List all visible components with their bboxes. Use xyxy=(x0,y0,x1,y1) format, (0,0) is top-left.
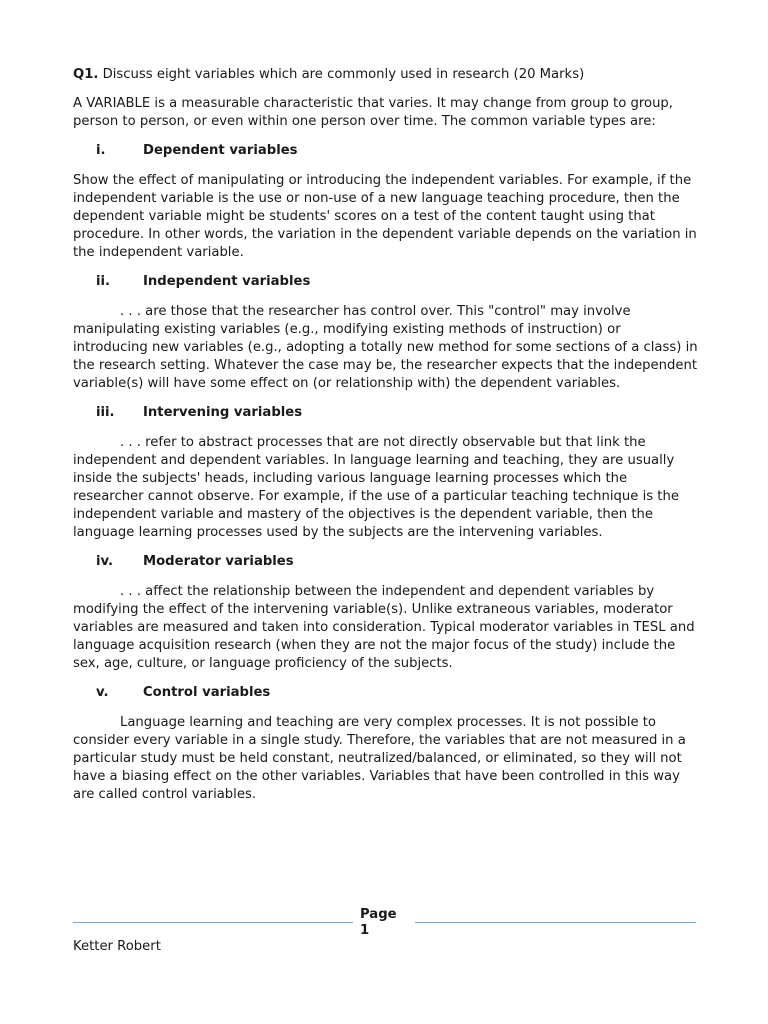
section-heading-independent xyxy=(73,273,699,291)
question-text: Discuss eight variables which are commonly used in research (20 Marks) xyxy=(102,67,585,82)
section-heading-moderator xyxy=(73,553,699,571)
page-number: Page 1 xyxy=(360,907,397,938)
question-line xyxy=(73,66,699,84)
section-heading-control xyxy=(73,684,699,702)
footer-author: Ketter Robert xyxy=(73,939,161,954)
section-heading-dependent xyxy=(73,142,699,160)
footer-rule-right xyxy=(415,922,696,923)
section-title: Dependent variables xyxy=(143,143,298,158)
section-title: Moderator variables xyxy=(143,554,294,569)
section-body-dependent: Show the effect of manipulating or introducing the independent variables. For example, if the independent variable is the use or non-use of a new language teaching procedure, then the dependent variable might be students' scores on a test of the content taught using that procedure. In other words, the variation in the dependent variable depends on the variation in the independent variable. xyxy=(73,173,697,260)
section-body-intervening: . . . refer to abstract processes that are not directly observable but that link the independent and dependent variables. In language learning and teaching, they are usually inside the subjects' heads, including various language learning processes which the researcher cannot observe. For example, if the use of a particular teaching technique is the independent variable and mastery of the objectives is the dependent variable, then the language learning processes used by the subjects are the intervening variables. xyxy=(73,435,679,540)
intro-paragraph: A VARIABLE is a measurable characteristic that varies. It may change from group to group, person to person, or even within one person over time. The common variable types are: xyxy=(73,96,673,129)
section-number: v. xyxy=(96,685,109,700)
section-title: Independent variables xyxy=(143,274,311,289)
section-number: i. xyxy=(96,143,106,158)
section-title: Control variables xyxy=(143,685,271,700)
section-heading-intervening xyxy=(73,404,699,422)
section-body-moderator: . . . affect the relationship between the independent and dependent variables by modifying the effect of the intervening variable(s). Unlike extraneous variables, moderator variables are measured and taken into consideration. Typical moderator variables in TESL and language acquisition research (when they are not the major focus of the study) include the sex, age, culture, or language proficiency of the subjects. xyxy=(73,584,695,671)
section-title: Intervening variables xyxy=(143,405,303,420)
document-page xyxy=(73,66,699,815)
section-number: iv. xyxy=(96,554,114,569)
question-label: Q1. xyxy=(73,67,99,82)
section-number: ii. xyxy=(96,274,111,289)
footer-rule-left xyxy=(73,922,353,923)
section-number: iii. xyxy=(96,405,115,420)
section-body-independent: . . . are those that the researcher has control over. This "control" may involve manipulating existing variables (e.g., modifying existing methods of instruction) or introducing new variables (e.g., adopting a totally new method for some sections of a class) in the research setting. Whatever the case may be, the researcher expects that the independent variable(s) will have some effect on (or relationship with) the dependent variables. xyxy=(73,304,698,391)
section-body-control: Language learning and teaching are very complex processes. It is not possible to consider every variable in a single study. Therefore, the variables that are not measured in a particular study must be held constant, neutralized/balanced, or eliminated, so they will not have a biasing effect on the other variables. Variables that have been controlled in this way are called control variables. xyxy=(73,715,686,802)
